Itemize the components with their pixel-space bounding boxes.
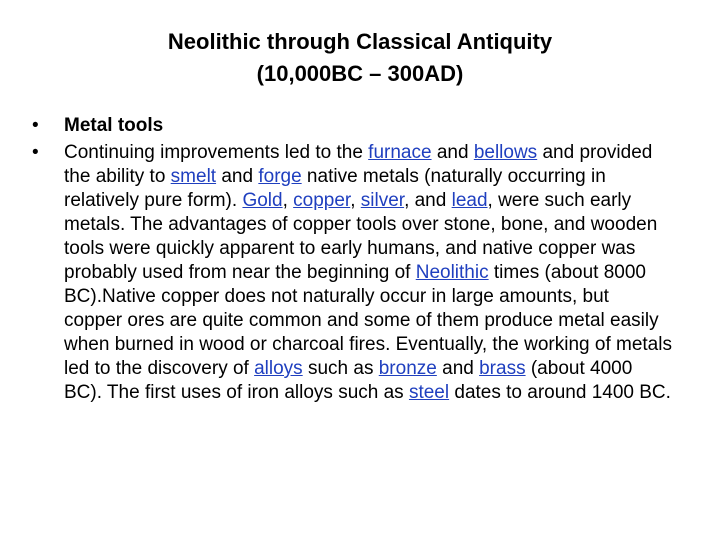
text-run: , and <box>404 190 452 211</box>
link-brass[interactable]: brass <box>479 358 526 379</box>
text-run: (about 4000 BC). The first uses of iron alloys such as <box>64 358 633 403</box>
title-line-1: Neolithic through Classical Antiquity <box>167 29 553 54</box>
text-run: and provided the ability to <box>64 142 653 187</box>
link-alloys[interactable]: alloys <box>254 358 303 379</box>
text-run: such as <box>302 358 379 379</box>
bullet-list <box>32 114 672 408</box>
link-copper[interactable]: copper <box>293 190 351 211</box>
bullet-icon: • <box>32 142 39 163</box>
text-run: , <box>282 190 294 211</box>
bullet-icon: • <box>32 115 39 136</box>
bullet-text-metal-tools: Metal tools <box>64 115 164 136</box>
link-steel[interactable]: steel <box>408 382 450 403</box>
link-gold[interactable]: Gold <box>242 190 283 211</box>
link-bellows[interactable]: bellows <box>473 142 538 163</box>
text-run: and <box>216 166 259 187</box>
link-smelt[interactable]: smelt <box>170 166 217 187</box>
text-run: dates to around 1400 BC. <box>449 382 671 403</box>
bullet-item-metal-tools <box>32 114 672 138</box>
text-run: and <box>431 142 474 163</box>
link-forge[interactable]: forge <box>258 166 302 187</box>
link-furnace[interactable]: furnace <box>368 142 432 163</box>
bullet-item-improvements <box>32 141 672 405</box>
text-run: , were such early metals. The advantages of copper tools over stone, bone, and wooden tools were quickly apparent to early humans, and native copper was probably used from near the beginning of <box>64 190 658 283</box>
link-lead[interactable]: lead <box>451 190 488 211</box>
title-line-2: (10,000BC – 300AD) <box>256 61 464 86</box>
slide-title <box>60 26 660 90</box>
text-run: and <box>436 358 480 379</box>
text-run: , <box>350 190 361 211</box>
link-neolithic[interactable]: Neolithic <box>415 262 489 283</box>
link-bronze[interactable]: bronze <box>378 358 437 379</box>
bullet-text-improvements <box>64 142 672 403</box>
text-run: times (about 8000 BC).Native copper does not naturally occur in large amounts, but copper ores are quite common and some of them produce metal easily when burned in wood or charcoal fires. Eventually, the working of metals led to the discovery of <box>64 262 672 379</box>
text-run: native metals (naturally occurring in relatively pure form). <box>64 166 606 211</box>
text-run: Continuing improvements led to the <box>64 142 369 163</box>
link-silver[interactable]: silver <box>360 190 405 211</box>
